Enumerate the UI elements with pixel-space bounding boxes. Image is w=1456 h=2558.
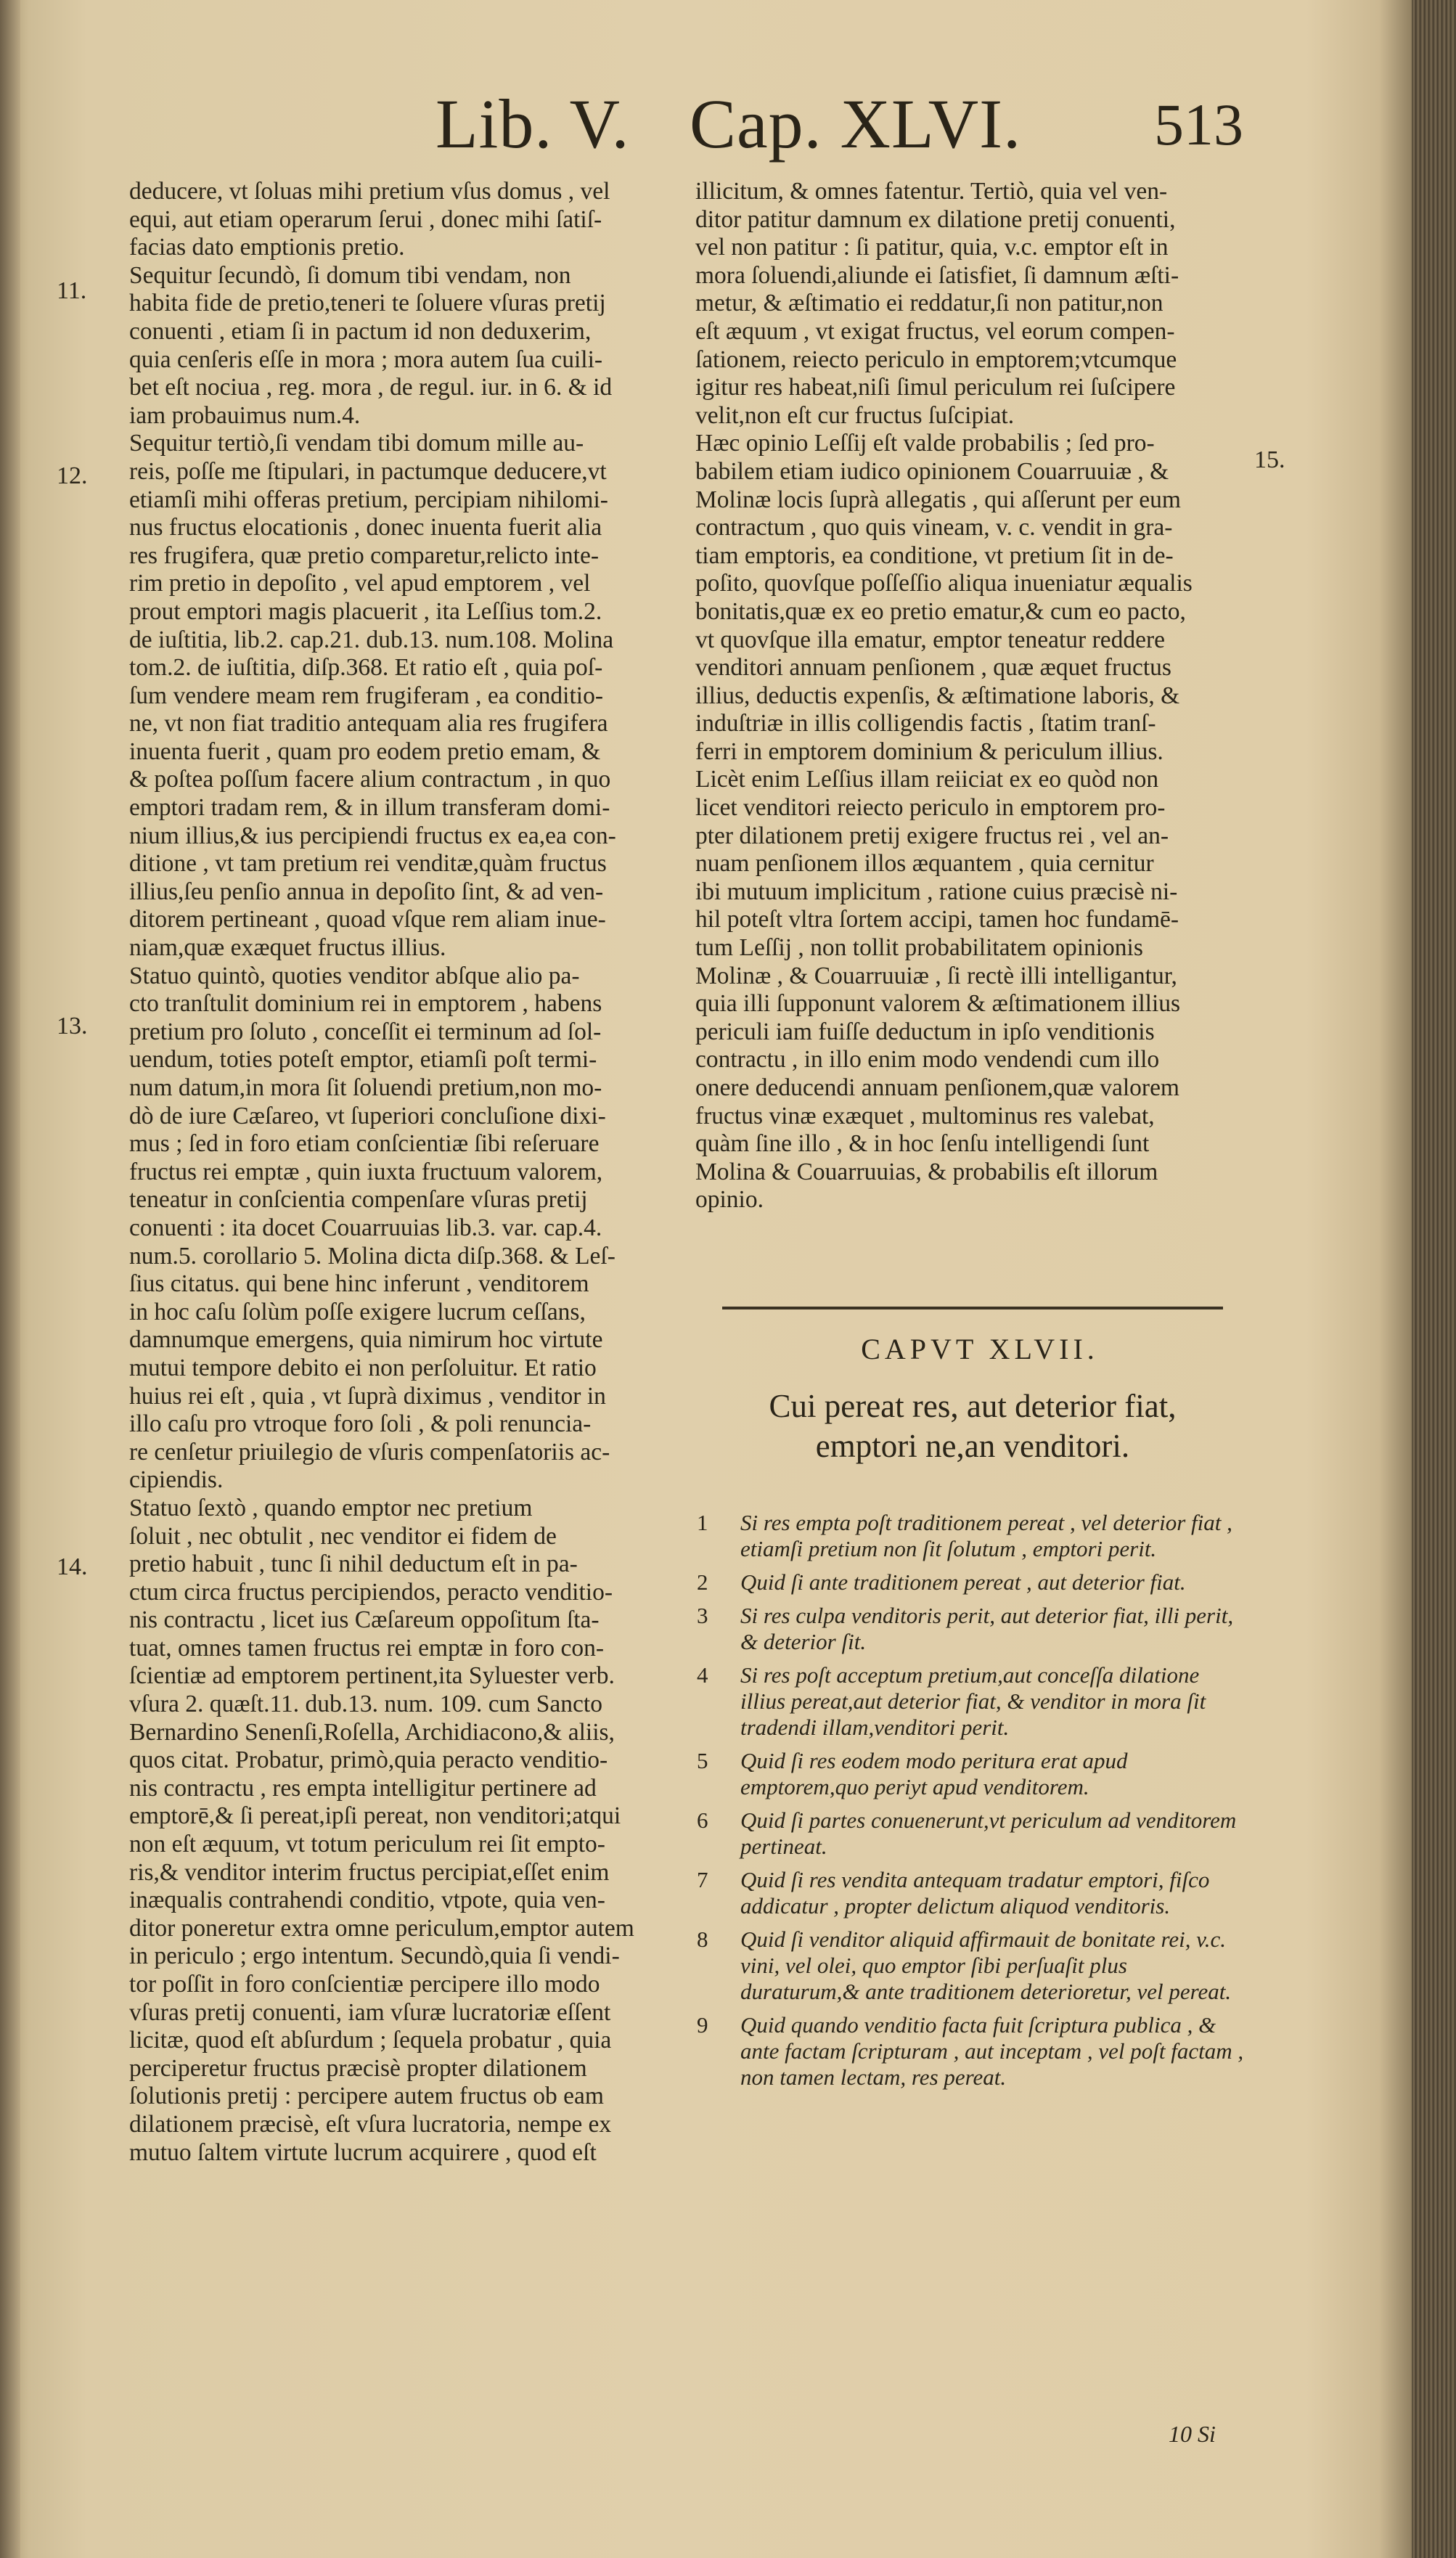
left-column-line: res frugifera, quæ pretio comparetur,relicto inte- [129, 542, 599, 569]
left-column-line: num.5. corollario 5. Molina dicta diſp.368. & Leſ- [129, 1242, 615, 1270]
summary-item-number: 8 [697, 1926, 708, 1952]
left-column-line: uendum, toties poteſt emptor, etiamſi poſt termi- [129, 1046, 597, 1074]
left-column-line: in hoc caſu ſolùm poſſe exigere lucrum ceſſans, [129, 1298, 586, 1325]
summary-item [697, 1510, 1248, 1562]
left-column-line: huius rei eſt , quia , vt ſuprà diximus , venditor in [129, 1382, 606, 1410]
margin-number-12: 12. [57, 462, 88, 489]
page-number: 513 [1154, 91, 1243, 158]
left-column-line: Statuo ſextò , quando emptor nec pretium [129, 1494, 533, 1521]
summary-item-text: Quid ſi venditor aliquid affirmauit de bonitate rei, v.c. vini, vel olei, quo emptor ſibi perſuaſit plus duraturum,& ante traditionem deterioretur, vel pereat. [740, 1926, 1232, 2004]
left-column-line: niam,quæ exæquet fructus illius. [129, 934, 446, 962]
right-column-line: Molina & Couarruuias, & probabilis eſt illorum [695, 1158, 1158, 1185]
summary-item-number: 1 [697, 1510, 708, 1535]
left-column-line: fructus rei emptæ , quin iuxta fructuum valorem, [129, 1158, 603, 1185]
left-column-line: Bernardino Senenſi,Roſella, Archidiacono,& aliis, [129, 1718, 615, 1746]
left-column-line: ſolutionis pretij : percipere autem fructus ob eam [129, 2083, 604, 2110]
book-spine [0, 0, 20, 2558]
left-column-line: dilationem præcisè, eſt vſura lucratoria, nempe ex [129, 2110, 612, 2138]
margin-number-13: 13. [57, 1013, 88, 1039]
left-column-line: ſum vendere meam rem frugiferam , ea conditio- [129, 682, 603, 709]
summary-item-text: Si res culpa venditoris perit, aut deterior fiat, illi perit, & deterior ſit. [740, 1603, 1234, 1654]
right-column-line: igitur res habeat,niſi ſimul periculum rei ſuſcipere [695, 374, 1176, 401]
header-lib: Lib. V. [435, 85, 630, 163]
left-column-line: licitæ, quod eſt abſurdum ; ſequela probatur , quia [129, 2027, 612, 2054]
left-column-line: equi, aut etiam operarum ſerui , donec mihi ſatiſ- [129, 205, 602, 233]
right-column-line: ibi mutuum implicitum , ratione cuius præcisè ni- [695, 878, 1178, 905]
margin-number-11: 11. [57, 277, 87, 304]
left-column-line: facias dato emptionis pretio. [129, 234, 405, 261]
margin-number-15: 15. [1254, 446, 1285, 473]
summary-item-text: Quid ſi res vendita antequam tradatur emptori, fiſco addicatur , propter delictum aliquod venditoris. [740, 1867, 1210, 1918]
left-column-line: illius,ſeu penſio annua in depoſito ſint, & ad ven- [129, 878, 604, 905]
right-column-line: licet venditori reiecto periculo in emptorem pro- [695, 794, 1166, 822]
left-column-line: re cenſetur priuilegio de vſuris compenſatoriis ac- [129, 1438, 610, 1466]
right-column-line: vel non patitur : ſi patitur, quia, v.c. emptor eſt in [695, 234, 1169, 261]
header-cap: Cap. XLVI. [690, 85, 1022, 163]
chapter-title [719, 1386, 1227, 1466]
summary-item-number: 5 [697, 1748, 708, 1773]
summary-item-number: 6 [697, 1807, 708, 1833]
left-column-line: deducere, vt ſoluas mihi pretium vſus domus , vel [129, 178, 610, 205]
left-column-line: ris,& venditor interim fructus percipiat,eſſet enim [129, 1858, 610, 1886]
left-column-line: perciperetur fructus præcisè propter dilationem [129, 2054, 587, 2082]
left-column-line: tom.2. de iuſtitia, diſp.368. Et ratio eſt , quia poſ- [129, 654, 603, 682]
left-column-line: ditor poneretur extra omne periculum,emptor autem [129, 1914, 634, 1942]
left-column-line: ne, vt non fiat traditio antequam alia res frugifera [129, 710, 608, 737]
right-column-line: tum Leſſij , non tollit probabilitatem opinionis [695, 934, 1143, 962]
left-column-line: inæqualis contrahendi conditio, vtpote, quia ven- [129, 1887, 605, 1914]
left-column-line: pretium pro ſoluto , conceſſit ei terminum ad ſol- [129, 1018, 602, 1045]
right-column-line: pter dilationem pretij exigere fructus rei , vel an- [695, 822, 1169, 849]
chapter-title-line-2: emptori ne,an venditori. [815, 1428, 1130, 1464]
left-column-line: de iuſtitia, lib.2. cap.21. dub.13. num.108. Molina [129, 626, 614, 653]
left-column-line: non eſt æquum, vt totum periculum rei ſit empto- [129, 1831, 605, 1858]
left-column-line: in periculo ; ergo intentum. Secundò,quia ſi vendi- [129, 1942, 620, 1970]
chapter-title-line-1: Cui pereat res, aut deterior fiat, [769, 1388, 1177, 1424]
summary-item-text: Si res poſt acceptum pretium,aut conceſſa dilatione illius pereat,aut deterior fiat, & venditor in mora ſit tradendi illam,venditori perit. [740, 1662, 1206, 1740]
summary-item-number: 7 [697, 1867, 708, 1892]
left-column-line: mutui tempore debito ei non perſoluitur. Et ratio [129, 1354, 597, 1381]
right-column-line: Molinæ locis ſuprà allegatis , qui aſſerunt per eum [695, 486, 1181, 513]
left-column-line: Statuo quintò, quoties venditor abſque alio pa- [129, 962, 580, 989]
right-column-line: periculi iam fuiſſe deductum in ipſo venditionis [695, 1018, 1155, 1045]
summary-item-number: 3 [697, 1603, 708, 1628]
summary-item [697, 1662, 1248, 1741]
right-column-line: contractu , in illo enim modo vendendi cum illo [695, 1046, 1160, 1074]
right-column-line: illius, deductis expenſis, & æſtimatione laboris, & [695, 682, 1180, 709]
left-column-line: Sequitur ſecundò, ſi domum tibi vendam, non [129, 261, 571, 289]
summary-item-text: Quid quando venditio facta fuit ſcriptura publica , & ante factam ſcripturam , aut inceptam , vel poſt factam , non tamen lectam, res pereat. [740, 2012, 1244, 2090]
right-column-line: mora ſoluendi,aliunde ei ſatisfiet, ſi damnum æſti- [695, 261, 1179, 289]
right-column-line: Hæc opinio Leſſij eſt valde probabilis ; ſed pro- [695, 430, 1155, 457]
left-column-line: nis contractu , licet ius Cæſareum oppoſitum ſta- [129, 1606, 600, 1634]
right-column-line: Molinæ , & Couarruuiæ , ſi rectè illi intelligantur, [695, 962, 1177, 989]
summary-item [697, 1926, 1248, 2005]
left-column-line: tuat, omnes tamen fructus rei emptæ in foro con- [129, 1634, 605, 1662]
summary-item-text: Quid ſi ante traditionem pereat , aut deterior fiat. [740, 1569, 1186, 1595]
left-column-line: dò de iure Cæſareo, vt ſuperiori concluſione dixi- [129, 1102, 606, 1129]
summary-item-text: Si res empta poſt traditionem pereat , vel deterior fiat , etiamſi pretium non ſit ſolutum , emptori perit. [740, 1510, 1232, 1561]
right-column [695, 178, 1234, 1214]
summary-item-number: 9 [697, 2012, 708, 2038]
left-column-line: bet eſt nociua , reg. mora , de regul. iur. in 6. & id [129, 374, 613, 401]
right-column-line: ditor patitur damnum ex dilatione pretij conuenti, [695, 205, 1176, 233]
right-column-line: fructus vinæ exæquet , multominus res valebat, [695, 1102, 1155, 1129]
summary-item [697, 1603, 1248, 1655]
left-column-line: etiamſi mihi offeras pretium, percipiam nihilomi- [129, 486, 608, 513]
left-column-line: cipiendis. [129, 1466, 224, 1494]
right-column-line: babilem etiam iudico opinionem Couarruuiæ , & [695, 457, 1169, 485]
right-column-line: ſationem, reiecto periculo in emptorem;vtcumque [695, 346, 1177, 373]
summary-item-number: 4 [697, 1662, 708, 1688]
summary-item [697, 1867, 1248, 1919]
left-column-line: Sequitur tertiò,ſi vendam tibi domum mille au- [129, 430, 584, 457]
left-column-line: damnumque emergens, quia nimirum hoc virtute [129, 1326, 603, 1354]
left-column [129, 178, 663, 2167]
right-column-line: illicitum, & omnes fatentur. Tertiò, quia vel ven- [695, 178, 1168, 205]
left-column-line: vſuras pretij conuenti, iam vſuræ lucratoriæ eſſent [129, 1998, 611, 2026]
running-header [435, 83, 1306, 163]
page-edges [1412, 0, 1456, 2558]
summary-item [697, 1748, 1248, 1800]
right-column-line: quàm ſine illo , & in hoc ſenſu intelligendi ſunt [695, 1130, 1150, 1158]
left-column-line: nus fructus elocationis , donec inuenta fuerit alia [129, 514, 602, 542]
right-column-line: eſt æquum , vt exigat fructus, vel eorum compen- [695, 317, 1175, 345]
left-column-line: quia cenſeris eſſe in mora ; mora autem ſua cuili- [129, 346, 603, 373]
left-column-line: quos citat. Probatur, primò,quia peracto venditio- [129, 1746, 608, 1774]
right-column-line: velit,non eſt cur fructus ſuſcipiat. [695, 401, 1015, 429]
right-column-line: vt quovſque illa ematur, emptor teneatur reddere [695, 626, 1166, 653]
chapter-summary [697, 1510, 1248, 2098]
left-column-line: cto tranſtulit dominium rei in emptorem , habens [129, 990, 602, 1018]
left-column-line: nis contractu , res empta intelligitur pertinere ad [129, 1774, 597, 1802]
left-column-line: teneatur in conſcientia compenſare vſuras pretij [129, 1186, 588, 1214]
left-column-line: habita fide de pretio,teneri te ſoluere vſuras pretij [129, 290, 606, 317]
right-column-line: induſtriæ in illis colligendis factis , ſtatim tranſ- [695, 710, 1156, 737]
left-column-line: emptorē,& ſi pereat,ipſi pereat, non venditori;atqui [129, 1802, 621, 1830]
left-column-line: num datum,in mora ſit ſoluendi pretium,non mo- [129, 1074, 602, 1101]
left-column-line: mus ; ſed in foro etiam conſcientiæ ſibi reſeruare [129, 1130, 600, 1158]
left-column-line: reis, poſſe me ſtipulari, in pactumque deducere,vt [129, 457, 607, 485]
left-column-line: & poſtea poſſum facere alium contractum , in quo [129, 766, 611, 793]
summary-item [697, 1807, 1248, 1860]
right-column-line: quia illi ſupponunt valorem & æſtimationem illius [695, 990, 1181, 1018]
left-column-line: conuenti , etiam ſi in pactum id non deduxerim, [129, 317, 592, 345]
right-column-line: Licèt enim Leſſius illam reiiciat ex eo quòd non [695, 766, 1159, 793]
chapter-heading: CAPVT XLVII. [861, 1333, 1099, 1365]
left-column-line: ſoluit , nec obtulit , nec venditor ei fidem de [129, 1522, 557, 1550]
left-column-line: ſius citatus. qui bene hinc inferunt , venditorem [129, 1270, 589, 1298]
right-column-line: onere deducendi annuam penſionem,quæ valorem [695, 1074, 1179, 1101]
left-column-line: pretio habuit , tunc ſi nihil deductum eſt in pa- [129, 1550, 578, 1578]
left-column-line: ditorem pertineant , quoad vſque rem aliam inue- [129, 906, 606, 933]
left-column-line: tor poſſit in foro conſcientiæ percipere illo modo [129, 1971, 600, 1998]
right-column-line: nuam penſionem illos æquantem , quia cernitur [695, 850, 1154, 878]
right-column-line: bonitatis,quæ ex eo pretio ematur,& cum eo pacto, [695, 597, 1186, 625]
left-column-line: illo caſu pro vtroque foro ſoli , & poli renuncia- [129, 1410, 592, 1438]
summary-item-text: Quid ſi res eodem modo peritura erat apud emptorem,quo periyt apud venditorem. [740, 1748, 1128, 1799]
left-column-line: ſcientiæ ad emptorem pertinent,ita Syluester verb. [129, 1662, 615, 1690]
right-column-line: opinio. [695, 1186, 764, 1214]
left-column-line: iam probauimus num.4. [129, 401, 361, 429]
catchword: 10 Si [1169, 2421, 1216, 2447]
left-column-line: conuenti : ita docet Couarruuias lib.3. var. cap.4. [129, 1214, 602, 1241]
right-column-line: metur, & æſtimatio ei reddatur,ſi non patitur,non [695, 290, 1163, 317]
left-column-line: nium illius,& ius percipiendi fructus ex ea,ea con- [129, 822, 616, 849]
left-column-line: vſura 2. quæſt.11. dub.13. num. 109. cum Sancto [129, 1691, 602, 1718]
left-column-line: mutuo ſaltem virtute lucrum acquirere , quod eſt [129, 2138, 597, 2166]
right-column-line: poſito, quovſque poſſeſſio aliqua inueniatur æqualis [695, 570, 1193, 597]
right-column-line: hil poteſt vltra ſortem accipi, tamen hoc fundamē- [695, 906, 1179, 933]
left-column-line: rim pretio in depoſito , vel apud emptorem , vel [129, 570, 591, 597]
left-column-line: inuenta fuerit , quam pro eodem pretio emam, & [129, 737, 601, 765]
right-column-line: venditori annuam penſionem , quæ æquet fructus [695, 654, 1171, 682]
summary-item-number: 2 [697, 1569, 708, 1595]
right-column-line: tiam emptoris, ea conditione, vt pretium ſit in de- [695, 542, 1174, 569]
left-column-line: ctum circa fructus percipiendos, peracto venditio- [129, 1578, 613, 1606]
left-column-line: prout emptori magis placuerit , ita Leſſius tom.2. [129, 597, 602, 625]
chapter-divider [722, 1307, 1223, 1309]
summary-item [697, 2012, 1248, 2091]
right-column-line: ferri in emptorem dominium & periculum illius. [695, 737, 1163, 765]
summary-item [697, 1569, 1248, 1595]
margin-number-14: 14. [57, 1553, 88, 1580]
right-column-line: contractum , quo quis vineam, v. c. vendit in gra- [695, 514, 1173, 542]
left-column-line: ditione , vt tam pretium rei venditæ,quàm fructus [129, 850, 607, 878]
summary-item-text: Quid ſi partes conuenerunt,vt periculum ad venditorem pertineat. [740, 1807, 1237, 1859]
left-column-line: emptori tradam rem, & in illum transferam domi- [129, 794, 610, 822]
